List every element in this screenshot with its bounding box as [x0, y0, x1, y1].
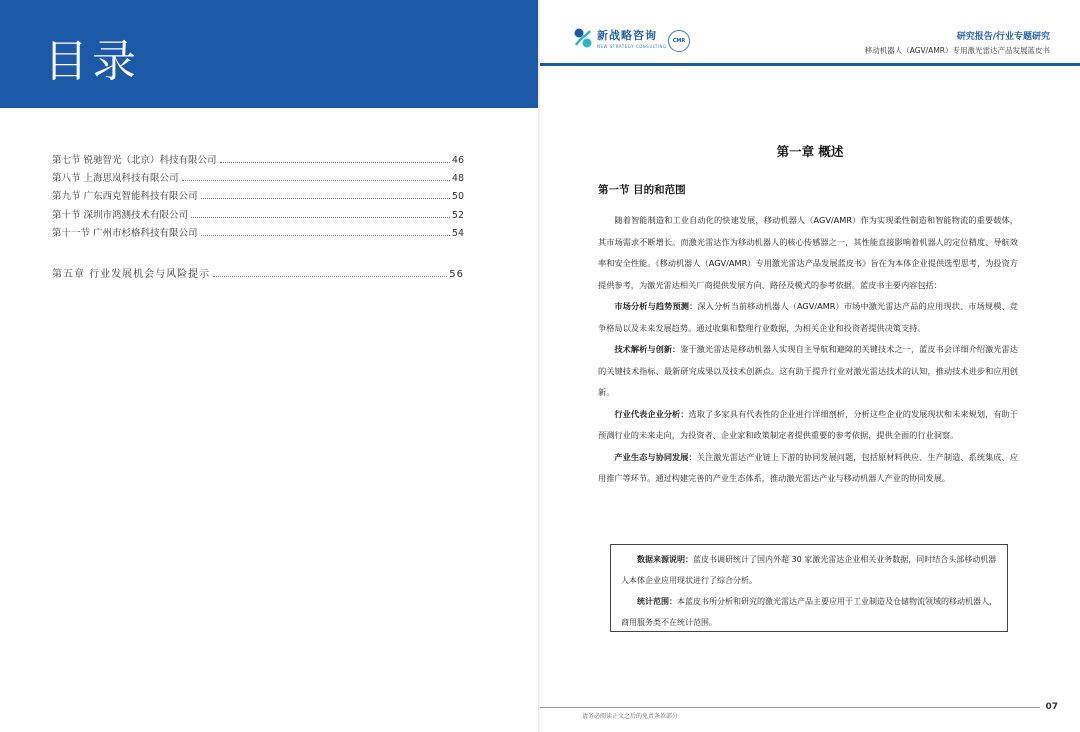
item-text: 深入分析当前移动机器人（AGV/AMR）市场中激光雷达产品的应用现状、市场规模、竞争格局以及未来发展趋势。通过收集和整理行业数据，为相关企业和投资者提供决策支持。 [598, 301, 1018, 333]
report-type: 研究报告/行业专题研究 [956, 32, 1050, 42]
item-text: 鉴于激光雷达是移动机器人实现自主导航和避障的关键技术之一，蓝皮书会详细介绍激光雷达的关键技术指标、最新研究成果以及技术创新点。这有助于提升行业对激光雷达技术的认知，推动技术进步和应用创新。 [598, 344, 1018, 397]
content-item [598, 447, 1018, 490]
toc-leader [182, 180, 450, 181]
logo-subtitle: NEW STRATEGY CONSULTING [597, 44, 667, 49]
company-logo [573, 27, 667, 49]
content-item [598, 404, 1018, 447]
report-subtitle: 移动机器人（AGV/AMR）专用激光雷达产品发展蓝皮书 [864, 46, 1050, 55]
toc-banner [0, 0, 540, 108]
toc-leader [191, 217, 450, 218]
toc-entry-label: 第七节 锐驰智光（北京）科技有限公司 [52, 155, 217, 166]
page-number: 07 [1045, 702, 1058, 712]
toc-title: 目录 [44, 36, 140, 87]
note-heading: 数据来源说明： [637, 555, 693, 564]
toc-entry-page: 56 [449, 268, 464, 280]
toc-entry-label: 第八节 上海思岚科技有限公司 [52, 173, 179, 185]
toc-list [52, 152, 464, 283]
toc-entry-label: 第十节 深圳市鸿测技术有限公司 [52, 209, 189, 221]
item-text: 选取了多家具有代表性的企业进行详细剖析，分析这些企业的发展现状和未来规划，有助于预测行业的未来走向，为投资者、企业家和政策制定者提供重要的参考依据，提供全面的行业洞察。 [598, 408, 1018, 440]
logo-name: 新战略咨询 [597, 29, 657, 42]
chapter-title: 第一章 概述 [776, 144, 844, 159]
toc-leader [201, 235, 450, 236]
toc-entry-label: 第九节 广东西克智能科技有限公司 [52, 191, 198, 203]
toc-entry-label: 第十一节 广州市杉格科技有限公司 [52, 227, 198, 239]
item-heading: 技术解析与创新： [614, 344, 681, 354]
toc-leader [201, 198, 450, 199]
toc-entry-page: 54 [451, 227, 464, 239]
item-heading: 产业生态与协同发展： [614, 451, 697, 462]
note-item [621, 549, 997, 591]
toc-entry-page: 52 [451, 209, 464, 221]
toc-entry[interactable] [52, 170, 464, 188]
note-heading: 统计范围： [637, 597, 677, 606]
toc-entry-page: 50 [451, 191, 464, 203]
section-title: 第一节 目的和范围 [598, 184, 686, 196]
item-heading: 市场分析与趋势预测： [614, 301, 698, 311]
toc-entry[interactable] [52, 152, 464, 170]
note-item [621, 591, 997, 633]
toc-entry-page: 48 [451, 173, 464, 185]
intro-paragraph: 随着智能制造和工业自动化的快速发展，移动机器人（AGV/AMR）作为实现柔性制造和智能物流的重要载体，其市场需求不断增长。而激光雷达作为移动机器人的核心传感器之一，其性能直接影响着机器人的定位精度、导航效率和安全性能。《移动机器人（AGV/AMR）专用激光雷达产品发展蓝皮书》旨在为本体企业提供选型思考，为投资方提供参考，为激光雷达相关厂商提供发展方向、路径及模式的参考依据。蓝皮书主要内容包括： [598, 215, 1018, 290]
toc-entry-label: 第五章 行业发展机会与风险提示 [52, 268, 211, 280]
content-item [598, 339, 1018, 404]
note-text: 蓝皮书调研统计了国内外超 30 家激光雷达企业相关业务数据，同时结合头部移动机器人本体企业应用现状进行了综合分析。 [621, 555, 997, 585]
cmr-badge-icon: CMR [668, 30, 690, 52]
header-rule [540, 63, 1080, 66]
item-heading: 行业代表企业分析： [614, 408, 689, 419]
content-item [598, 296, 1018, 339]
item-text: 关注激光雷达产业链上下游的协同发展问题，包括原材料供应、生产制造、系统集成、应用推广等环节。通过构建完善的产业生态体系，推动激光雷达产业与移动机器人产业的协同发展。 [598, 451, 1018, 483]
data-source-note [610, 544, 1008, 632]
body-text [598, 210, 1018, 490]
note-text: 本蓝皮书所分析和研究的激光雷达产品主要应用于工业制造及仓储物流领域的移动机器人，商用服务类不在统计范围。 [621, 597, 997, 627]
toc-entry[interactable] [52, 225, 464, 243]
footer-disclaimer: 请务必阅读正文之后的免责条款部分 [582, 713, 679, 720]
logo-mark-icon [573, 27, 593, 49]
toc-leader [220, 162, 450, 163]
toc-chapter-entry[interactable] [52, 265, 464, 283]
toc-leader [213, 276, 447, 277]
toc-entry[interactable] [52, 188, 464, 206]
toc-entry-page: 46 [451, 155, 464, 166]
right-page [540, 0, 1080, 732]
footer-rule [540, 707, 1040, 708]
toc-entry[interactable] [52, 207, 464, 225]
